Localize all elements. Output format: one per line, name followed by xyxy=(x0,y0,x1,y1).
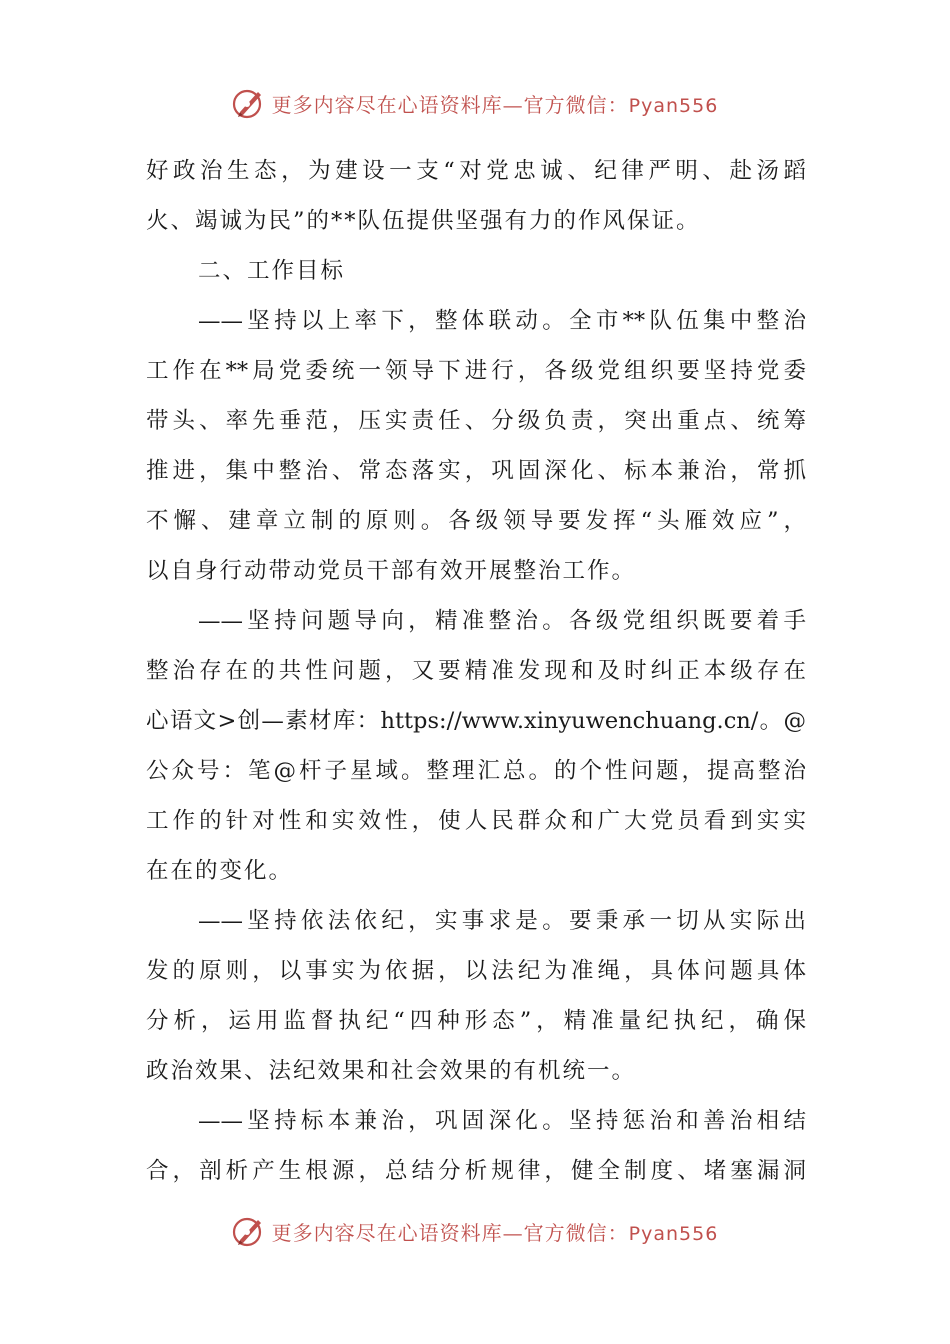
text-line xyxy=(146,946,806,996)
pen-logo-icon xyxy=(232,1214,266,1248)
text-line-content: ——坚持依法依纪，实事求是。要秉承一切从实际出 xyxy=(198,908,806,934)
text-line xyxy=(146,196,806,246)
text-line xyxy=(146,596,806,646)
text-line xyxy=(146,696,806,746)
pen-logo-icon xyxy=(232,86,266,120)
text-line xyxy=(146,446,806,496)
text-line-content: 发的原则，以事实为依据，以法纪为准绳，具体问题具体 xyxy=(146,958,806,984)
text-line xyxy=(146,746,806,796)
text-line-content: 公众号：笔@杆子星域。整理汇总。的个性问题，提高整治 xyxy=(146,758,806,784)
text-line-content: 以自身行动带动党员干部有效开展整治工作。 xyxy=(146,558,637,584)
text-line xyxy=(146,646,806,696)
text-line-content: 分析，运用监督执纪“四种形态”，精准量纪执纪，确保 xyxy=(146,1008,806,1034)
text-line-content: 好政治生态，为建设一支“对党忠诚、纪律严明、赴汤蹈 xyxy=(146,158,806,184)
section-heading xyxy=(146,246,806,296)
text-line-content: ——坚持标本兼治，巩固深化。坚持惩治和善治相结 xyxy=(198,1108,806,1134)
text-line-content: 整治存在的共性问题，又要精准发现和及时纠正本级存在 xyxy=(146,658,806,684)
text-line xyxy=(146,846,806,896)
text-line xyxy=(146,496,806,546)
text-line-content: 工作的针对性和实效性，使人民群众和广大党员看到实实 xyxy=(146,808,806,834)
header-banner xyxy=(0,83,950,123)
text-line xyxy=(146,1146,806,1196)
banner-text: 更多内容尽在心语资料库—官方微信：Pyan556 xyxy=(271,1220,719,1245)
text-line xyxy=(146,1046,806,1096)
text-line xyxy=(146,346,806,396)
banner-text: 更多内容尽在心语资料库—官方微信：Pyan556 xyxy=(271,92,719,117)
text-line-content: 工作在**局党委统一领导下进行，各级党组织要坚持党委 xyxy=(146,358,806,384)
text-line xyxy=(146,546,806,596)
text-line xyxy=(146,296,806,346)
text-line xyxy=(146,396,806,446)
text-line xyxy=(146,1096,806,1146)
text-line-content: 火、竭诚为民”的**队伍提供坚强有力的作风保证。 xyxy=(146,208,701,234)
text-line-content: 不懈、建章立制的原则。各级领导要发挥“头雁效应”， xyxy=(146,508,806,534)
text-line-content: 在在的变化。 xyxy=(146,858,294,884)
text-line xyxy=(146,896,806,946)
text-line-content: 二、工作目标 xyxy=(198,258,346,284)
text-line-content: 心语文>创—素材库：https://www.xinyuwenchuang.cn/。@ xyxy=(146,708,806,734)
text-line-content: 推进，集中整治、常态落实，巩固深化、标本兼治，常抓 xyxy=(146,458,806,484)
text-line-content: ——坚持问题导向，精准整治。各级党组织既要着手 xyxy=(198,608,806,634)
text-line xyxy=(146,796,806,846)
text-line xyxy=(146,146,806,196)
text-line-content: ——坚持以上率下，整体联动。全市**队伍集中整治 xyxy=(198,308,806,334)
text-line xyxy=(146,996,806,1046)
document-body xyxy=(146,146,806,1196)
footer-banner xyxy=(0,1211,950,1251)
text-line-content: 带头、率先垂范，压实责任、分级负责，突出重点、统筹 xyxy=(146,408,806,434)
text-line-content: 合，剖析产生根源，总结分析规律，健全制度、堵塞漏洞 xyxy=(146,1158,806,1184)
text-line-content: 政治效果、法纪效果和社会效果的有机统一。 xyxy=(146,1058,637,1084)
